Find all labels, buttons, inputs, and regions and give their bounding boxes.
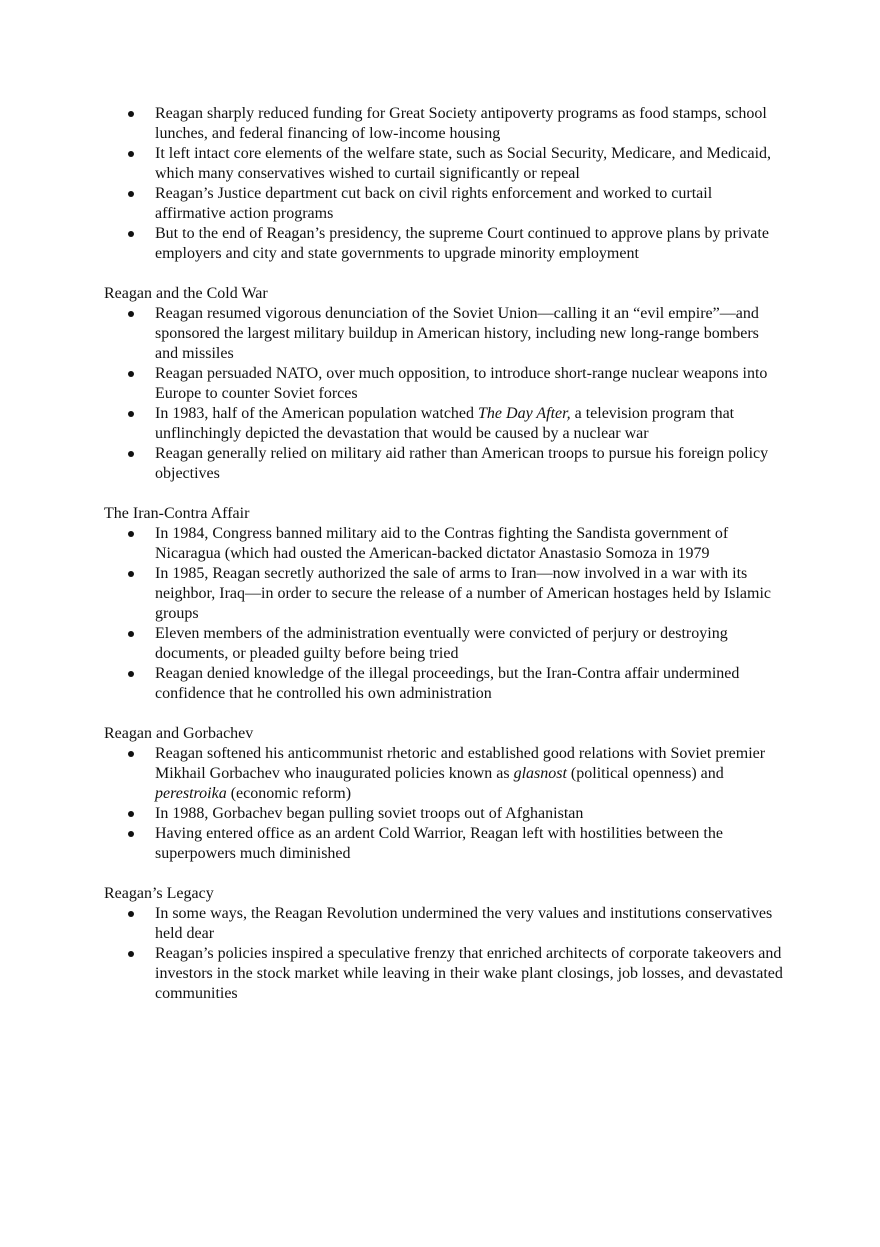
list-item xyxy=(104,904,784,944)
item-text: (economic reform) xyxy=(226,785,352,802)
bullet-icon xyxy=(128,371,134,377)
bullet-icon xyxy=(128,151,134,157)
italic-text: glasnost xyxy=(513,765,567,782)
item-text: Having entered office as an ardent Cold Warrior, Reagan left with hostilities between the superpowers much diminished xyxy=(155,825,723,862)
section-heading: Reagan and Gorbachev xyxy=(104,725,254,742)
bullet-icon xyxy=(128,191,134,197)
bullet-list xyxy=(104,304,784,484)
bullet-icon xyxy=(128,231,134,237)
bullet-icon xyxy=(128,111,134,117)
item-text: In 1988, Gorbachev began pulling soviet troops out of Afghanistan xyxy=(155,805,584,822)
italic-text: The Day After, xyxy=(478,405,571,422)
bullet-icon xyxy=(128,671,134,677)
list-item xyxy=(104,564,784,624)
item-text: Reagan’s policies inspired a speculative frenzy that enriched architects of corporate takeovers and investors in the stock market while leaving in their wake plant closings, job losses, and devastated communities xyxy=(155,945,783,1002)
item-text: Reagan sharply reduced funding for Great Society antipoverty programs as food stamps, school lunches, and federal financing of low-income housing xyxy=(155,105,767,142)
item-text: (political openness) and xyxy=(566,765,724,782)
item-text: In 1983, half of the American population watched xyxy=(155,405,479,422)
bullet-list xyxy=(104,104,784,264)
list-item xyxy=(104,804,784,824)
section-heading: The Iran-Contra Affair xyxy=(104,505,250,522)
item-text: Reagan resumed vigorous denunciation of the Soviet Union—calling it an “evil empire”—and sponsored the largest military buildup in American history, including new long-range bombers and missiles xyxy=(155,305,759,362)
item-text: Reagan persuaded NATO, over much opposition, to introduce short-range nuclear weapons into Europe to counter Soviet forces xyxy=(155,365,768,402)
item-text: Reagan softened his anticommunist rhetoric and established good relations with Soviet premier Mikhail Gorbachev who inaugurated policies known as xyxy=(155,745,766,782)
list-item xyxy=(104,184,784,224)
item-text: But to the end of Reagan’s presidency, the supreme Court continued to approve plans by private employers and city and state governments to upgrade minority employment xyxy=(155,225,769,262)
item-text: Reagan denied knowledge of the illegal proceedings, but the Iran-Contra affair undermined confidence that he controlled his own administration xyxy=(155,665,740,702)
italic-text: perestroika xyxy=(155,785,227,802)
item-text: a television program that unflinchingly depicted the devastation that would be caused by a nuclear war xyxy=(155,405,735,442)
section-heading: Reagan’s Legacy xyxy=(104,885,214,902)
item-text: In some ways, the Reagan Revolution undermined the very values and institutions conservatives held dear xyxy=(155,905,773,942)
section-heading: Reagan and the Cold War xyxy=(104,285,268,302)
bullet-icon xyxy=(128,571,134,577)
item-text: Reagan’s Justice department cut back on civil rights enforcement and worked to curtail affirmative action programs xyxy=(155,185,713,222)
bullet-icon xyxy=(128,531,134,537)
item-text: In 1984, Congress banned military aid to the Contras fighting the Sandista government of Nicaragua (which had ousted the American-backed dictator Anastasio Somoza in 1979 xyxy=(155,525,729,562)
list-item xyxy=(104,364,784,404)
bullet-icon xyxy=(128,451,134,457)
bullet-icon xyxy=(128,811,134,817)
section xyxy=(104,724,784,864)
list-item xyxy=(104,744,784,804)
item-text: Eleven members of the administration eventually were convicted of perjury or destroying documents, or pleaded guilty before being tried xyxy=(155,625,728,662)
bullet-icon xyxy=(128,311,134,317)
item-text: It left intact core elements of the welfare state, such as Social Security, Medicare, and Medicaid, which many conservatives wished to curtail significantly or repeal xyxy=(155,145,772,182)
bullet-list xyxy=(104,904,784,1004)
bullet-icon xyxy=(128,751,134,757)
item-text: Reagan generally relied on military aid rather than American troops to pursue his foreign policy objectives xyxy=(155,445,769,482)
list-item xyxy=(104,404,784,444)
bullet-icon xyxy=(128,951,134,957)
bullet-icon xyxy=(128,831,134,837)
item-text: In 1985, Reagan secretly authorized the sale of arms to Iran—now involved in a war with its neighbor, Iraq—in order to secure the release of a number of American hostages held by Islamic groups xyxy=(155,565,772,622)
list-item xyxy=(104,524,784,564)
bullet-icon xyxy=(128,631,134,637)
list-item xyxy=(104,304,784,364)
document-body xyxy=(104,104,784,1024)
list-item xyxy=(104,944,784,1004)
section xyxy=(104,504,784,704)
list-item xyxy=(104,444,784,484)
section xyxy=(104,104,784,264)
section xyxy=(104,884,784,1004)
bullet-icon xyxy=(128,411,134,417)
list-item xyxy=(104,824,784,864)
list-item xyxy=(104,144,784,184)
bullet-list xyxy=(104,524,784,704)
bullet-list xyxy=(104,744,784,864)
list-item xyxy=(104,224,784,264)
list-item xyxy=(104,664,784,704)
bullet-icon xyxy=(128,911,134,917)
list-item xyxy=(104,104,784,144)
section xyxy=(104,284,784,484)
list-item xyxy=(104,624,784,664)
